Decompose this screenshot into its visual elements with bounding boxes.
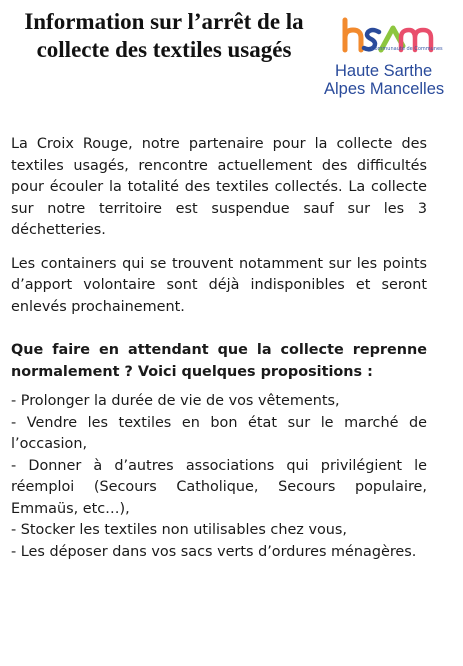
- list-item: - Vendre les textiles en bon état sur le marché de l’occasion,: [11, 414, 427, 452]
- list-item: - Donner à d’autres associations qui privilégient le réemploi (Secours Catholique, Secours populaire, Emmaüs, etc…),: [11, 457, 427, 517]
- list-item: - Prolonger la durée de vie de vos vêtements,: [11, 393, 340, 409]
- logo-subtitle: Communauté de Communes: [371, 46, 443, 52]
- paragraph-2: Les containers qui se trouvent notamment sur les points d’apport volontaire sont déjà indisponibles et seront enlevés prochainement.: [11, 255, 427, 315]
- logo-line-1: Haute Sarthe: [335, 62, 433, 80]
- proposals-list: [11, 391, 427, 563]
- logo: [324, 16, 457, 100]
- question-heading: Que faire en attendant que la collecte reprenne normalement ? Voici quelques propositions :: [11, 342, 427, 380]
- paragraph-1: La Croix Rouge, notre partenaire pour la collecte des textiles usagés, rencontre actuellement des difficultés pour écouler la totalité des textiles collectés. La collecte sur notre territoire est suspendue sauf sur les 3 déchetteries.: [11, 136, 427, 238]
- page-title: Information sur l’arrêt de la collecte des textiles usagés: [24, 9, 304, 62]
- hsam-logo-mark: [339, 16, 439, 60]
- list-item: - Les déposer dans vos sacs verts d’ordures ménagères.: [11, 543, 417, 560]
- list-item: - Stocker les textiles non utilisables chez vous,: [11, 522, 347, 538]
- logo-line-2: Alpes Mancelles: [324, 80, 445, 98]
- article-body: [11, 134, 427, 563]
